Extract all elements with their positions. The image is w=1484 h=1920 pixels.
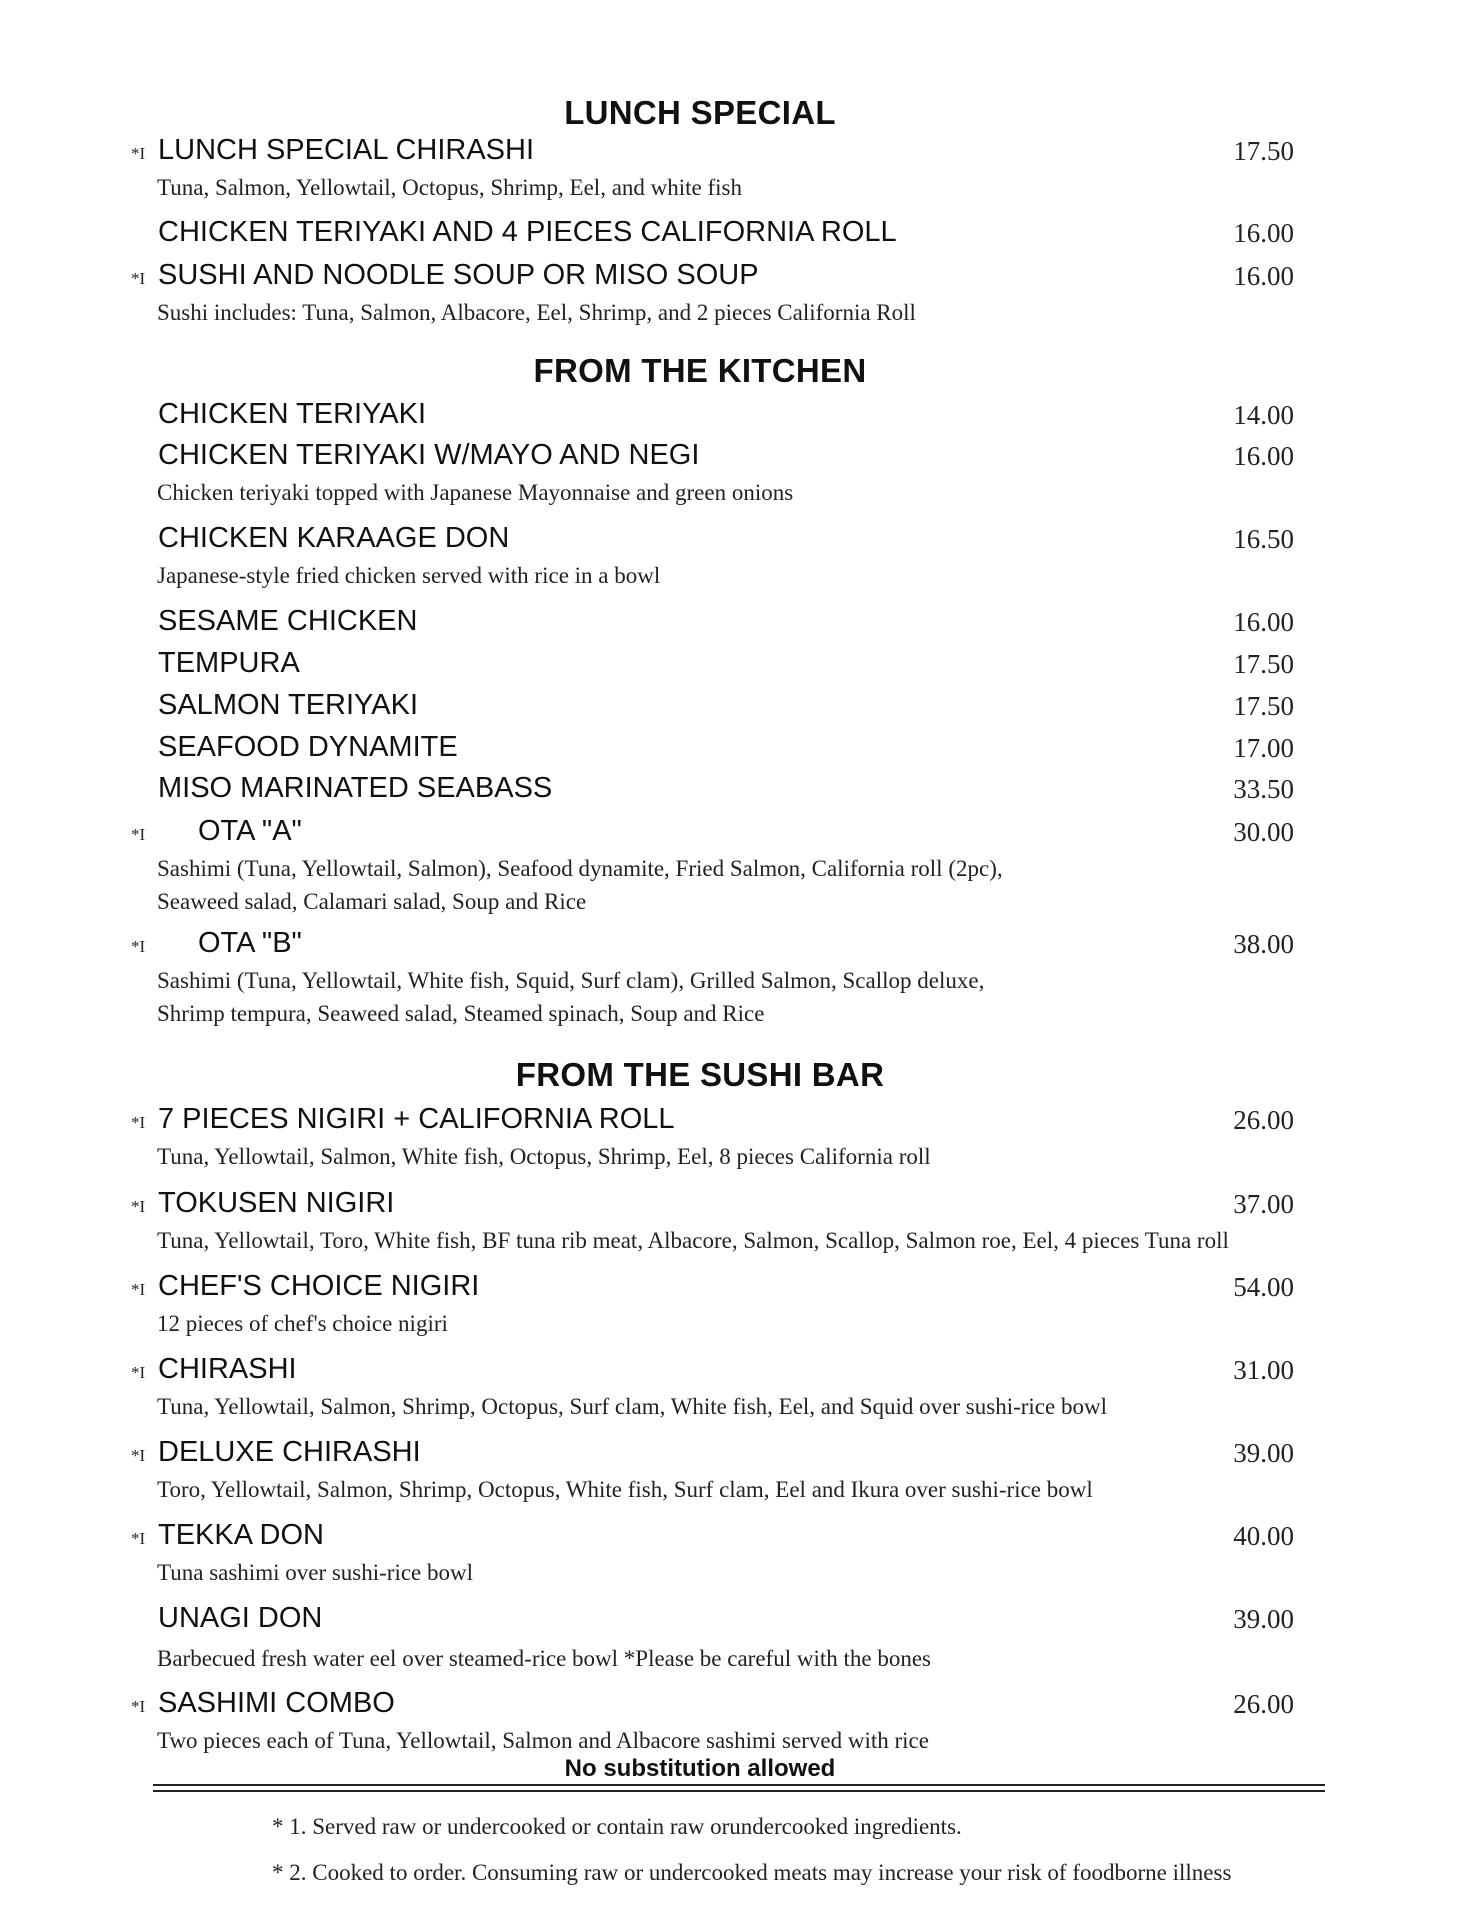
raw-mark: *I <box>131 1446 146 1465</box>
item-price: 39.00 <box>1233 1438 1294 1468</box>
item-price: 26.00 <box>1233 1105 1294 1135</box>
item-price: 16.00 <box>1233 607 1294 637</box>
item-description-line-2: Shrimp tempura, Seaweed salad, Steamed spinach, Soup and Rice <box>157 1001 765 1026</box>
raw-mark: *I <box>131 1363 146 1382</box>
raw-mark: *I <box>131 269 146 288</box>
divider-line-bottom <box>153 1790 1325 1792</box>
item-price: 17.50 <box>1233 649 1294 679</box>
raw-mark: *I <box>131 1280 146 1299</box>
item-name: CHEF'S CHOICE NIGIRI <box>158 1270 480 1302</box>
item-name: 7 PIECES NIGIRI + CALIFORNIA ROLL <box>158 1103 675 1135</box>
item-name: SEAFOOD DYNAMITE <box>158 731 458 763</box>
raw-mark: *I <box>131 144 146 163</box>
raw-mark: *I <box>131 1197 146 1216</box>
item-price: 17.00 <box>1233 733 1294 763</box>
no-substitution-notice: No substitution allowed <box>564 1755 836 1782</box>
item-description: Toro, Yellowtail, Salmon, Shrimp, Octopus, White fish, Surf clam, Eel and Ikura over sushi-rice bowl <box>157 1477 1093 1502</box>
item-name: SUSHI AND NOODLE SOUP OR MISO SOUP <box>158 259 759 291</box>
item-description-line-2: Seaweed salad, Calamari salad, Soup and Rice <box>157 889 587 914</box>
item-price: 16.50 <box>1233 524 1294 554</box>
item-description: Tuna, Yellowtail, Toro, White fish, BF tuna rib meat, Albacore, Salmon, Scallop, Salmon roe, Eel, 4 pieces Tuna roll <box>157 1228 1229 1253</box>
item-description: Two pieces each of Tuna, Yellowtail, Salmon and Albacore sashimi served with rice <box>157 1728 929 1753</box>
item-price: 30.00 <box>1233 817 1294 847</box>
item-name: CHICKEN TERIYAKI AND 4 PIECES CALIFORNIA ROLL <box>158 216 897 248</box>
item-name: DELUXE CHIRASHI <box>158 1436 421 1468</box>
item-description: Tuna, Yellowtail, Salmon, White fish, Octopus, Shrimp, Eel, 8 pieces California roll <box>157 1144 931 1169</box>
footnote-raw: * 1. Served raw or undercooked or contain raw orundercooked ingredients. <box>272 1814 962 1839</box>
item-name: OTA "A" <box>198 815 302 847</box>
item-name: UNAGI DON <box>158 1602 323 1634</box>
item-name: TOKUSEN NIGIRI <box>158 1187 395 1219</box>
item-price: 16.00 <box>1233 441 1294 471</box>
item-name: SASHIMI COMBO <box>158 1687 395 1719</box>
item-price: 33.50 <box>1233 774 1294 804</box>
raw-mark: *I <box>131 937 146 956</box>
divider-line-top <box>153 1784 1325 1786</box>
item-description: Tuna sashimi over sushi-rice bowl <box>157 1560 474 1585</box>
item-price: 31.00 <box>1233 1355 1294 1385</box>
item-description: Sushi includes: Tuna, Salmon, Albacore, Eel, Shrimp, and 2 pieces California Roll <box>157 300 916 325</box>
item-description: Tuna, Salmon, Yellowtail, Octopus, Shrimp, Eel, and white fish <box>157 175 743 200</box>
item-price: 38.00 <box>1233 929 1294 959</box>
section-title-from-the-sushi-bar: FROM THE SUSHI BAR <box>515 1056 885 1093</box>
item-name: LUNCH SPECIAL CHIRASHI <box>158 134 535 166</box>
item-price: 39.00 <box>1233 1604 1294 1634</box>
raw-mark: *I <box>131 825 146 844</box>
item-name: CHICKEN TERIYAKI <box>158 398 427 430</box>
item-price: 16.00 <box>1233 218 1294 248</box>
item-description: Chicken teriyaki topped with Japanese Mayonnaise and green onions <box>157 480 794 505</box>
item-price: 16.00 <box>1233 261 1294 291</box>
item-price: 40.00 <box>1233 1521 1294 1551</box>
raw-mark: *I <box>131 1697 146 1716</box>
item-description: Barbecued fresh water eel over steamed-rice bowl *Please be careful with the bones <box>157 1646 931 1671</box>
item-price: 17.50 <box>1233 136 1294 166</box>
item-name: TEKKA DON <box>158 1519 324 1551</box>
item-name: TEMPURA <box>158 647 300 679</box>
item-description: 12 pieces of chef's choice nigiri <box>157 1311 448 1336</box>
item-name: SESAME CHICKEN <box>158 605 418 637</box>
raw-mark: *I <box>131 1529 146 1548</box>
item-name: MISO MARINATED SEABASS <box>158 772 553 804</box>
section-title-lunch-special: LUNCH SPECIAL <box>564 94 836 131</box>
section-title-from-the-kitchen: FROM THE KITCHEN <box>533 352 867 389</box>
item-description-line-1: Sashimi (Tuna, Yellowtail, Salmon), Seafood dynamite, Fried Salmon, California roll (2pc), <box>157 856 1003 881</box>
raw-mark: *I <box>131 1113 146 1132</box>
item-name: CHICKEN KARAAGE DON <box>158 522 510 554</box>
item-description-line-1: Sashimi (Tuna, Yellowtail, White fish, Squid, Surf clam), Grilled Salmon, Scallop deluxe, <box>157 968 985 993</box>
item-name: OTA "B" <box>198 927 302 959</box>
item-price: 37.00 <box>1233 1189 1294 1219</box>
item-price: 17.50 <box>1233 691 1294 721</box>
item-description: Tuna, Yellowtail, Salmon, Shrimp, Octopus, Surf clam, White fish, Eel, and Squid over sushi-rice bowl <box>157 1394 1107 1419</box>
item-price: 54.00 <box>1233 1272 1294 1302</box>
item-description: Japanese-style fried chicken served with rice in a bowl <box>157 563 661 588</box>
item-name: CHICKEN TERIYAKI W/MAYO AND NEGI <box>158 439 700 471</box>
item-price: 14.00 <box>1233 400 1294 430</box>
item-name: SALMON TERIYAKI <box>158 689 418 721</box>
item-price: 26.00 <box>1233 1689 1294 1719</box>
item-name: CHIRASHI <box>158 1353 297 1385</box>
footnote-cooked-to-order: * 2. Cooked to order. Consuming raw or undercooked meats may increase your risk of foodborne illness <box>272 1860 1232 1885</box>
